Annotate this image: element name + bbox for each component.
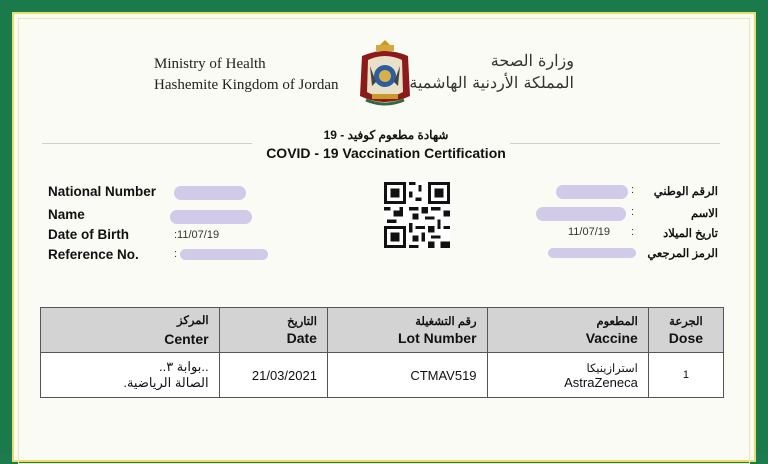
- table-header-row: [41, 308, 724, 353]
- name-label-ar: الاسم: [690, 208, 718, 220]
- ministry-en-line1: Ministry of Health: [154, 56, 266, 72]
- header-lot-ar: رقم التشغيلة: [415, 316, 477, 328]
- qr-code-icon: [384, 182, 450, 248]
- national-number-ar-redaction: [556, 185, 628, 199]
- header-lot-en: Lot Number: [397, 330, 477, 346]
- reference-prefix: :: [174, 248, 178, 260]
- reference-ar-redaction: [548, 248, 636, 258]
- header-dose-ar: الجرعة: [669, 316, 703, 328]
- certificate-title-en: COVID - 19 Vaccination Certification: [266, 145, 506, 161]
- reference-redaction: [180, 249, 268, 260]
- header-dose: [648, 308, 723, 353]
- header-date-en: Date: [286, 330, 317, 346]
- table-row: [41, 353, 724, 398]
- dob-value: :11/07/19: [174, 229, 220, 241]
- header-center-ar: المركز: [177, 315, 209, 327]
- name-colon-ar: :: [631, 206, 635, 218]
- cell-center-line1: ..بوابة ٣..: [158, 359, 209, 374]
- dob-value-ar: 11/07/19: [568, 226, 611, 238]
- header-center: [41, 308, 220, 353]
- header-date: [219, 308, 327, 353]
- title-rule-right: [510, 143, 720, 144]
- header-dose-en: Dose: [668, 330, 704, 346]
- name-ar-redaction: [536, 207, 626, 221]
- cell-center: [41, 353, 220, 398]
- cell-vaccine-en: AstraZeneca: [564, 374, 638, 390]
- cell-vaccine: [487, 353, 648, 398]
- cell-lot: CTMAV519: [327, 353, 487, 398]
- dob-label-ar: تاريخ الميلاد: [663, 228, 718, 240]
- national-number-label: National Number: [48, 184, 157, 199]
- header-date-ar: التاريخ: [287, 316, 317, 328]
- cell-center-line2: الصالة الرياضية.: [123, 375, 209, 390]
- certificate-paper: [12, 12, 756, 462]
- title-rule-left: [42, 143, 252, 144]
- cell-vaccine-ar: استرازينيكا: [586, 362, 638, 375]
- dob-colon-ar: :: [631, 226, 635, 238]
- ministry-name-ar: [409, 50, 574, 94]
- name-redaction: [170, 210, 252, 224]
- cell-date: 21/03/2021: [219, 353, 327, 398]
- national-number-label-ar: الرقم الوطني: [653, 186, 718, 198]
- ministry-en-line2: Hashemite Kingdom of Jordan: [154, 77, 339, 93]
- header-vaccine: [487, 308, 648, 353]
- header-center-en: Center: [164, 331, 209, 347]
- vaccination-table: [40, 307, 724, 398]
- ministry-ar-line2: المملكة الأردنية الهاشمية: [409, 73, 574, 92]
- header-lot: [327, 308, 487, 353]
- ministry-name-en: [154, 54, 339, 96]
- header-vaccine-en: Vaccine: [585, 330, 638, 346]
- jordan-coat-of-arms-icon: [354, 36, 416, 110]
- ministry-ar-line1: وزارة الصحة: [490, 51, 574, 70]
- national-number-colon-ar: :: [631, 184, 635, 196]
- national-number-redaction: [174, 186, 246, 200]
- name-label: Name: [48, 207, 85, 222]
- certificate-title-ar: شهادة مطعوم كوفيد - 19: [323, 128, 449, 142]
- dob-label: Date of Birth: [48, 227, 129, 242]
- header-vaccine-ar: المطعوم: [596, 316, 638, 328]
- reference-label: Reference No.: [48, 247, 139, 262]
- cell-dose: 1: [648, 353, 723, 398]
- reference-label-ar: الرمز المرجعي: [647, 248, 718, 260]
